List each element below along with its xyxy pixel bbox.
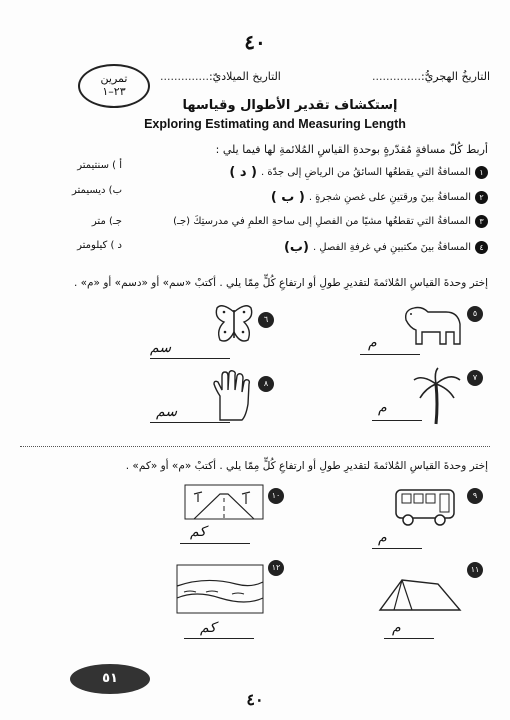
section3-instruction: إختر وحدةَ القياسِ المُلائمةَ لتقديرِ طولِ أو ارتفاعِ كُلٍّ مِمّا يلي . أكتبْ «م» أو «كم» . [125, 460, 488, 472]
answer-1[interactable]: ( د ) [229, 165, 257, 180]
answer-11[interactable]: م [392, 620, 401, 636]
road-icon [184, 484, 264, 520]
answer-line-8 [150, 422, 230, 423]
answer-8[interactable]: سم [156, 404, 178, 420]
answer-line-6 [150, 358, 230, 359]
answer-line-7 [372, 420, 422, 421]
item-number-10: ١٠ [268, 488, 284, 504]
item-number-8: ٨ [258, 376, 274, 392]
matching-item-2: ٢ المسافةُ بينَ ورقتينِ على غصنِ شجرةٍ . ( ب ) [118, 190, 488, 205]
answer-line-12 [184, 638, 254, 639]
item-number-11: ١١ [467, 562, 483, 578]
exercise-badge: تمرين ٢٣–١ [78, 64, 150, 108]
answer-9[interactable]: م [378, 530, 387, 546]
option-c: جـ) متر [91, 216, 122, 227]
item-number-9: ٩ [467, 488, 483, 504]
answer-7[interactable]: م [378, 400, 387, 416]
option-d: د ) كيلومتر [77, 240, 122, 251]
answer-line-10 [180, 543, 250, 544]
answer-2[interactable]: ( ب ) [270, 190, 305, 205]
bus-icon [394, 488, 460, 528]
answer-5[interactable]: م [368, 335, 377, 351]
title-english: Exploring Estimating and Measuring Length [144, 117, 406, 131]
polar-bear-icon [400, 300, 464, 348]
matching-item-1: ١ المسافةُ التي يقطعُها السائقُ من الرياضِ إلى جدّة . ( د ) [118, 165, 488, 180]
matching-item-4: ٤ المسافةُ بينَ مكتبينِ في غرفةِ الفصلِ . (ب) [118, 240, 488, 255]
option-b: ب) ديسيمتر [72, 185, 122, 196]
answer-line-11 [384, 638, 434, 639]
page-number-bottom: ٤٠ [246, 690, 264, 709]
item-number-7: ٧ [467, 370, 483, 386]
section2-instruction: إختر وحدةَ القياسِ المُلائمةَ لتقديرِ طولِ أو ارتفاعِ كُلٍّ مِمّا يلي . أكتبْ «سم» أو «دسم» أو «م» . [73, 277, 488, 289]
river-icon [176, 564, 264, 614]
gregorian-date-field[interactable]: التاريخ الميلاديّ:.............. [160, 70, 281, 83]
footer-page-badge: ٥١ [70, 664, 150, 694]
item-number-6: ٦ [258, 312, 274, 328]
item-number-5: ٥ [467, 306, 483, 322]
answer-line-9 [372, 548, 422, 549]
date-fields [160, 70, 490, 83]
palm-tree-icon [412, 368, 462, 424]
option-a: أ ) سنتيمتر [77, 160, 122, 171]
tent-icon [378, 574, 462, 614]
matching-item-3: ٣ المسافةُ التي تقطعُها مشيًا من الفصلِ إلى ساحةِ العلمِ في مدرستِكَ (جـ) [98, 215, 488, 228]
hand-icon [212, 370, 254, 422]
section-divider [20, 446, 490, 447]
item-number-12: ١٢ [268, 560, 284, 576]
answer-12[interactable]: كم [200, 620, 216, 636]
answer-10[interactable]: كم [190, 524, 206, 540]
hijri-date-field[interactable]: التاريخُ الهجريُّ:.............. [372, 70, 490, 83]
answer-line-5 [360, 354, 420, 355]
butterfly-icon [214, 302, 254, 348]
answer-6[interactable]: سم [150, 340, 172, 356]
page-number-top: ٤٠ [244, 30, 266, 54]
section1-instruction: أربط كُلّ مسافةٍ مُقدّرةٍ بوحدةِ القياسِ المُلائمةِ لها فيما يلي : [215, 143, 488, 156]
title-arabic: إستكشاف تقدير الأطوال وقياسها [182, 98, 398, 113]
answer-4[interactable]: (ب) [283, 240, 309, 255]
